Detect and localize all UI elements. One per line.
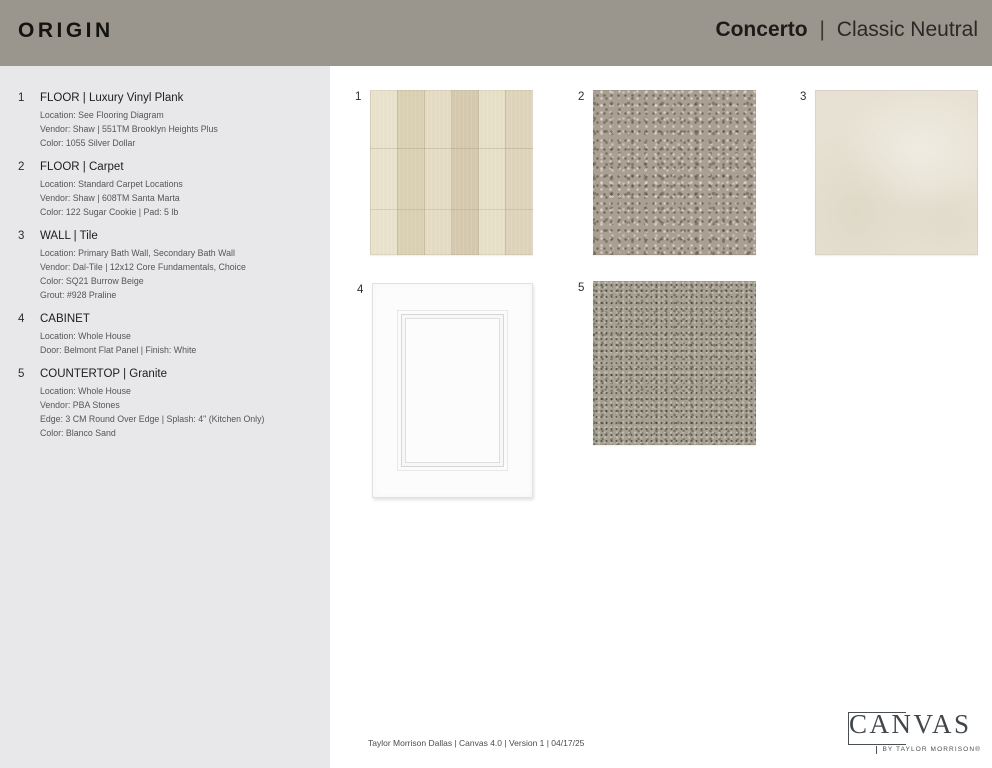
- legend-item-body: [40, 91, 318, 150]
- legend-item-title: WALL | Tile: [40, 230, 98, 242]
- legend-detail-color: Color: 122 Sugar Cookie | Pad: 5 lb: [40, 207, 179, 217]
- swatch-number: 2: [578, 91, 585, 103]
- collection-name: Concerto: [715, 18, 808, 41]
- legend-item-body: [40, 312, 318, 357]
- legend-item-countertop: [18, 367, 318, 440]
- swatch-number: 5: [578, 282, 585, 294]
- legend-detail-vendor: Vendor: Shaw | 551TM Brooklyn Heights Plus: [40, 124, 218, 134]
- brand-title: ORIGIN: [18, 19, 114, 42]
- header-bar: [0, 0, 992, 66]
- swatch-luxury-vinyl-plank: [355, 90, 533, 255]
- title-divider: |: [819, 18, 825, 41]
- legend-detail-vendor: Vendor: Dal-Tile | 12x12 Core Fundamentals, Choice: [40, 262, 246, 272]
- legend-detail-door: Door: Belmont Flat Panel | Finish: White: [40, 345, 197, 355]
- tile-sample-image: [815, 90, 978, 255]
- legend-item-number: 4: [18, 313, 25, 325]
- package-title: [715, 18, 978, 42]
- legend-detail-edge: Edge: 3 CM Round Over Edge | Splash: 4" (Kitchen Only): [40, 414, 265, 424]
- legend-detail-location: Location: Whole House: [40, 331, 131, 341]
- legend-detail-location: Location: See Flooring Diagram: [40, 110, 164, 120]
- legend-item-number: 5: [18, 368, 25, 380]
- legend-item-floor-carpet: [18, 160, 318, 219]
- legend-detail-color: Color: 1055 Silver Dollar: [40, 138, 136, 148]
- legend-item-floor-lvp: [18, 91, 318, 150]
- legend-detail-grout: Grout: #928 Praline: [40, 290, 117, 300]
- legend-item-body: [40, 229, 318, 302]
- swatch-carpet: [578, 90, 756, 255]
- legend-item-cabinet: [18, 312, 318, 357]
- vinyl-plank-sample-image: [370, 90, 533, 255]
- legend-detail-location: Location: Whole House: [40, 386, 131, 396]
- swatch-wall-tile: [800, 90, 978, 255]
- legend-item-title: CABINET: [40, 313, 90, 325]
- legend-item-number: 1: [18, 92, 25, 104]
- footer-version-info: Taylor Morrison Dallas | Canvas 4.0 | Version 1 | 04/17/25: [368, 738, 585, 748]
- cabinet-door-sample-image: [372, 283, 533, 498]
- legend-item-number: 3: [18, 230, 25, 242]
- swatch-number: 1: [355, 91, 362, 103]
- carpet-sample-image: [593, 90, 756, 255]
- swatch-number: 3: [800, 91, 807, 103]
- palette-name: Classic Neutral: [836, 18, 978, 41]
- swatch-cabinet-door: [357, 283, 533, 498]
- legend-detail-vendor: Vendor: PBA Stones: [40, 400, 120, 410]
- legend-detail-color: Color: Blanco Sand: [40, 428, 116, 438]
- canvas-logo-wordmark: CANVAS: [849, 709, 972, 739]
- granite-sample-image: [593, 281, 756, 445]
- legend-detail-color: Color: SQ21 Burrow Beige: [40, 276, 144, 286]
- legend-item-title: FLOOR | Carpet: [40, 161, 124, 173]
- legend-item-wall-tile: [18, 229, 318, 302]
- legend-sidebar: [0, 66, 330, 768]
- legend-detail-location: Location: Primary Bath Wall, Secondary Bath Wall: [40, 248, 235, 258]
- canvas-logo-tagline: BY TAYLOR MORRISON®: [876, 746, 981, 754]
- legend-item-body: [40, 160, 318, 219]
- cabinet-door-panel: [401, 314, 504, 467]
- legend-detail-location: Location: Standard Carpet Locations: [40, 179, 183, 189]
- legend-item-number: 2: [18, 161, 25, 173]
- swatch-granite-countertop: [578, 281, 756, 445]
- canvas-logo: [846, 703, 982, 755]
- legend-detail-vendor: Vendor: Shaw | 608TM Santa Marta: [40, 193, 180, 203]
- legend-item-title: FLOOR | Luxury Vinyl Plank: [40, 92, 184, 104]
- swatch-number: 4: [357, 284, 364, 296]
- legend-item-title: COUNTERTOP | Granite: [40, 368, 167, 380]
- legend-list: [18, 91, 318, 450]
- legend-item-body: [40, 367, 318, 440]
